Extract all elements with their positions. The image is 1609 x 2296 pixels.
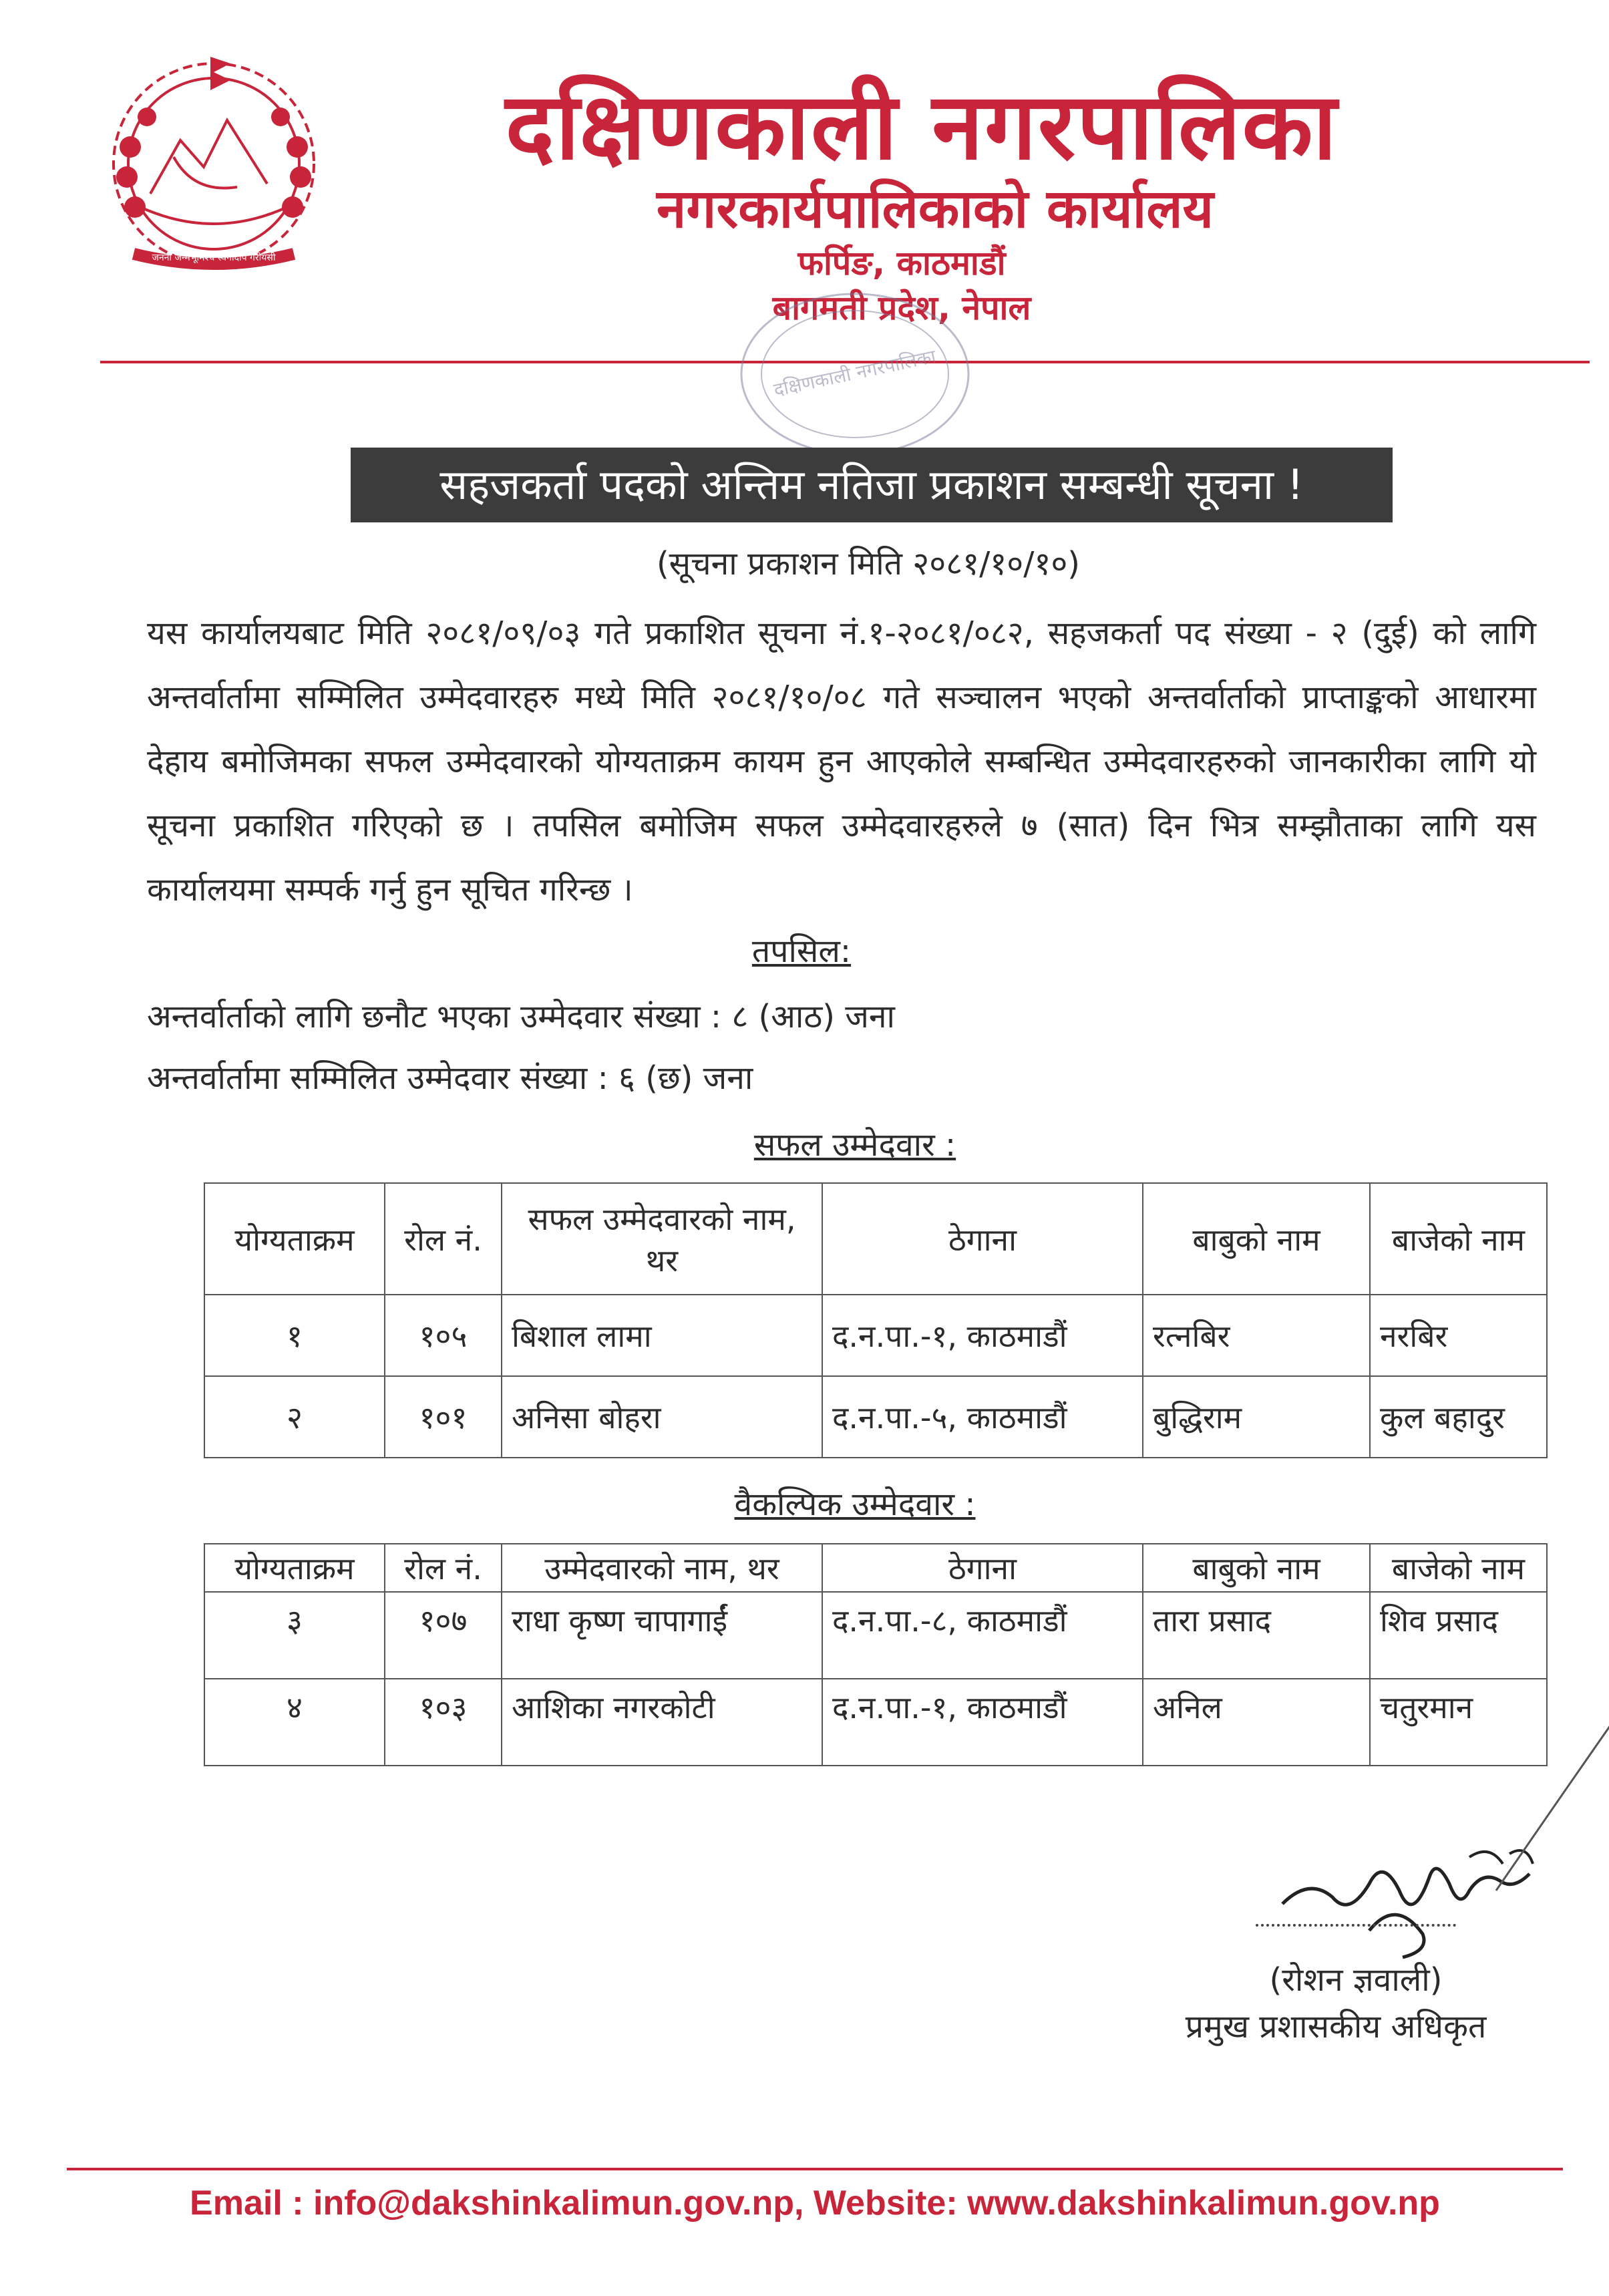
pencil-mark xyxy=(1489,1710,1609,1897)
column-header: बाबुको नाम xyxy=(1143,1183,1370,1295)
column-header: सफल उम्मेदवारको नाम, थर xyxy=(502,1183,822,1295)
shortlisted-count: अन्तर्वार्ताको लागि छनौट भएका उम्मेदवार संख्या : ८ (आठ) जना xyxy=(147,998,895,1035)
column-header: बाजेको नाम xyxy=(1370,1183,1547,1295)
father-name-cell: रत्नबिर xyxy=(1143,1295,1370,1376)
office-stamp-icon xyxy=(728,274,982,474)
roll-cell: १०७ xyxy=(385,1592,502,1679)
father-name-cell: अनिल xyxy=(1143,1679,1370,1766)
grandfather-name-cell: कुल बहादुर xyxy=(1370,1376,1547,1458)
publication-date: (सूचना प्रकाशन मिति २०८१/१०/१०) xyxy=(656,545,1081,583)
name-cell: आशिका नगरकोटी xyxy=(502,1679,822,1766)
name-cell: राधा कृष्ण चापागाईं xyxy=(502,1592,822,1679)
nepal-emblem-icon xyxy=(94,40,334,287)
column-header: योग्यताक्रम xyxy=(204,1544,385,1592)
notice-body: यस कार्यालयबाट मिति २०८१/०९/०३ गते प्रकाशित सूचना नं.१-२०८१/०८२, सहजकर्ता पद संख्या - २ (दुई) को लागि अन्तर्वार्तामा सम्मिलित उम्मेदवारहरु मध्ये मिति २०८१/१०/०८ गते सञ्चालन भएको अन्तर्वार्ताको प्राप्ताङ्कको आधारमा देहाय बमोजिमका सफल उम्मेदवारको योग्यताक्रम कायम हुन आएकोले सम्बन्धित उम्मेदवारहरुको जानकारीका लागि यो सूचना प्रकाशित गरिएको छ । तपसिल बमोजिम सफल उम्मेदवारहरुले ७ (सात) दिन भित्र सम्झौताका लागि यस कार्यालयमा सम्पर्क गर्नु हुन सूचित गरिन्छ । xyxy=(147,615,1536,909)
address-cell: द.न.पा.-१, काठमाडौं xyxy=(822,1679,1143,1766)
column-header: ठेगाना xyxy=(822,1544,1143,1592)
grandfather-name-cell: शिव प्रसाद xyxy=(1370,1592,1547,1679)
grandfather-name-cell: चतुरमान xyxy=(1370,1679,1547,1766)
stamp-text: दक्षिणकाली नगरपालिका xyxy=(771,345,938,401)
table-row xyxy=(204,1376,1547,1458)
column-header: रोल नं. xyxy=(385,1183,502,1295)
address-cell: द.न.पा.-५, काठमाडौं xyxy=(822,1376,1143,1458)
column-header: उम्मेदवारको नाम, थर xyxy=(502,1544,822,1592)
roll-cell: १०१ xyxy=(385,1376,502,1458)
rank-cell: ४ xyxy=(204,1679,385,1766)
details-heading: तपसिल: xyxy=(751,933,852,970)
table-row xyxy=(204,1295,1547,1376)
rank-cell: ३ xyxy=(204,1592,385,1679)
column-header: बाजेको नाम xyxy=(1370,1544,1547,1592)
table-row xyxy=(204,1592,1547,1679)
address-cell: द.न.पा.-८, काठमाडौं xyxy=(822,1592,1143,1679)
address-cell: द.न.पा.-१, काठमाडौं xyxy=(822,1295,1143,1376)
footer-divider xyxy=(67,2168,1563,2170)
office-name: दक्षिणकाली नगरपालिका xyxy=(505,73,1338,180)
table-row xyxy=(204,1679,1547,1766)
signature-line xyxy=(1256,1924,1456,1927)
successful-candidates-table xyxy=(204,1182,1548,1458)
attended-count: अन्तर्वार्तामा सम्मिलित उम्मेदवार संख्या : ६ (छ) जना xyxy=(147,1059,753,1097)
table-header-row xyxy=(204,1183,1547,1295)
rank-cell: २ xyxy=(204,1376,385,1458)
name-cell: बिशाल लामा xyxy=(502,1295,822,1376)
column-header: योग्यताक्रम xyxy=(204,1183,385,1295)
signatory-title: प्रमुख प्रशासकीय अधिकृत xyxy=(1185,2008,1487,2045)
table-header-row xyxy=(204,1544,1547,1592)
roll-cell: १०३ xyxy=(385,1679,502,1766)
signatory-name: (रोशन ज्ञवाली) xyxy=(1269,1961,1443,1999)
roll-cell: १०५ xyxy=(385,1295,502,1376)
address-line-1: फर्पिङ, काठमाडौं xyxy=(797,244,1006,283)
address-line-2: बागमती प्रदेश, नेपाल xyxy=(772,289,1031,327)
column-header: ठेगाना xyxy=(822,1183,1143,1295)
notice-title: सहजकर्ता पदको अन्तिम नतिजा प्रकाशन सम्बन्धी सूचना ! xyxy=(351,448,1393,522)
alternate-heading: वैकल्पिक उम्मेदवार : xyxy=(734,1486,976,1523)
name-cell: अनिसा बोहरा xyxy=(502,1376,822,1458)
alternate-candidates-table xyxy=(204,1543,1548,1766)
column-header: बाबुको नाम xyxy=(1143,1544,1370,1592)
office-subtitle: नगरकार्यपालिकाको कार्यालय xyxy=(657,178,1214,240)
father-name-cell: तारा प्रसाद xyxy=(1143,1592,1370,1679)
father-name-cell: बुद्धिराम xyxy=(1143,1376,1370,1458)
rank-cell: १ xyxy=(204,1295,385,1376)
emblem-motto: जननी जन्मभूमिश्च स्वर्गादपि गरीयसी xyxy=(152,253,276,263)
column-header: रोल नं. xyxy=(385,1544,502,1592)
successful-heading: सफल उम्मेदवार : xyxy=(753,1126,956,1164)
footer-contact: Email : info@dakshinkalimun.gov.np, Website: www.dakshinkalimun.gov.np xyxy=(190,2184,1440,2223)
grandfather-name-cell: नरबिर xyxy=(1370,1295,1547,1376)
